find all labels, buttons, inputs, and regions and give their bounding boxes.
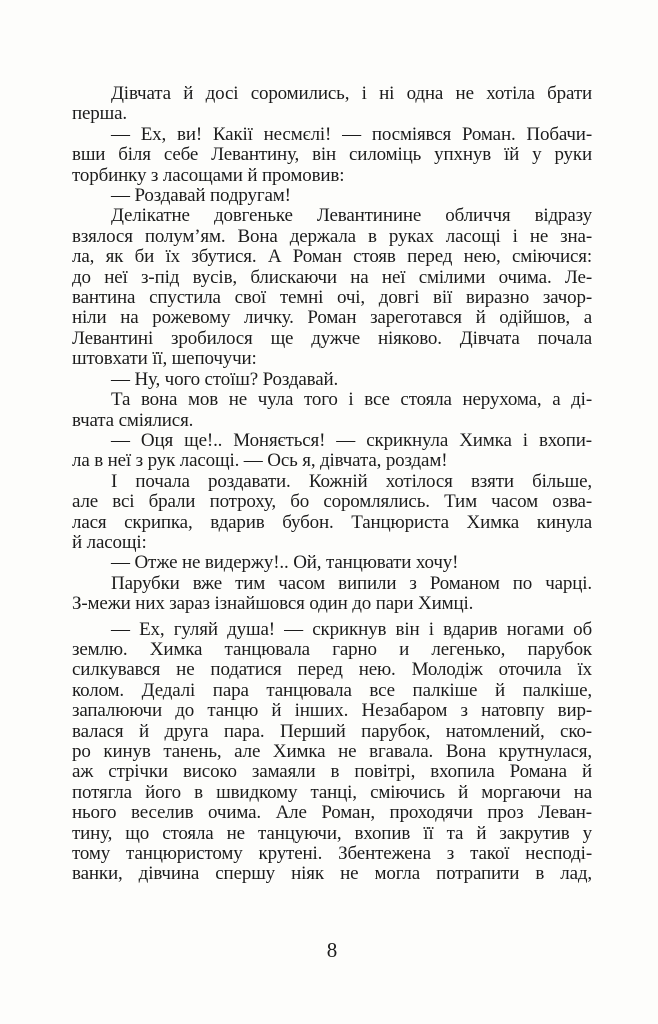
paragraph <box>72 370 592 390</box>
text-line: штовхати її, шепочучи: <box>72 348 257 370</box>
text-line: колом. Дедалі пара танцювала все палкіше й палкіше, <box>72 679 592 701</box>
text-line: землю. Химка танцювала гарно и легенько, парубок <box>72 638 592 660</box>
text-line: ла, як би їх збутися. А Роман стояв перед нею, сміючися: <box>72 246 592 268</box>
text-line: взялося полум’ям. Вона держала в руках ласощі і не зна- <box>72 225 592 247</box>
paragraph <box>72 84 592 125</box>
text-line: ніли на рожевому личку. Роман зареготався й одійшов, а <box>72 307 592 329</box>
text-line: — Ех, гуляй душа! — скрикнув він і вдарив ногами об <box>111 618 592 640</box>
text-line: вантина спустила свої темні очі, довгі вії виразно зачор- <box>72 287 592 309</box>
paragraph <box>72 206 592 369</box>
text-line: — Роздавай подругам! <box>111 185 291 207</box>
text-line: торбинку з ласощами й промовив: <box>72 164 345 186</box>
text-line: — Ну, чого стоїш? Роздавай. <box>111 368 339 390</box>
paragraph <box>72 431 592 472</box>
paragraph <box>72 574 592 615</box>
text-line: — Оця ще!.. Моняється! — скрикнула Химка і вхопи- <box>111 429 592 451</box>
text-line: валася й друга пара. Перший парубок, натомлений, ско- <box>72 720 592 742</box>
text-line: до неї з-під вусів, блискаючи на неї смілими очима. Ле- <box>72 266 592 288</box>
text-line: ла в неї з рук ласощі. — Ось я, дівчата, роздам! <box>72 450 448 472</box>
text-line: запалюючи до танцю й інших. Незабаром з натовпу вир- <box>72 700 592 722</box>
paragraph <box>72 186 592 206</box>
text-line: тому танцюристому крутені. Збентежена з такої несподі- <box>72 843 592 865</box>
paragraph <box>72 390 592 431</box>
text-line: аж стрічки високо замаяли в повітрі, вхопила Романа й <box>72 761 592 783</box>
paragraph <box>72 472 592 554</box>
text-line: перша. <box>72 103 128 125</box>
text-line: ро кинув танень, але Химка не вгавала. Вона крутнулася, <box>72 741 592 762</box>
text-line: Та вона мов не чула того і все стояла нерухома, а ді- <box>111 389 592 411</box>
text-line: З-межи них зараз ізнайшовся один до пари Химці. <box>72 593 474 615</box>
text-line: Левантині зробилося ще дужче ніяково. Дівчата почала <box>72 327 592 349</box>
text-line: тину, що стояла не танцуючи, вхопив її та й закрутив у <box>72 822 592 844</box>
paragraph <box>72 553 592 573</box>
text-line: й ласощі: <box>72 531 147 553</box>
text-line: Делікатне довгеньке Левантинине обличчя відразу <box>111 205 592 227</box>
paragraph <box>72 620 592 885</box>
text-line: Парубки вже тим часом випили з Романом по чарці. <box>111 572 592 594</box>
text-line: — Ех, ви! Какії несмєлі! — посміявся Роман. Побачи- <box>111 123 592 145</box>
text-line: силкувався не податися перед нею. Молодіж оточила їх <box>72 659 592 681</box>
paragraph <box>72 125 592 186</box>
text-line: ванки, дівчина спершу ніяк не могла потрапити в лад, <box>72 863 592 885</box>
text-line: вчата сміялися. <box>72 409 194 431</box>
text-line: І почала роздавати. Кожній хотілося взяти більше, <box>111 470 592 492</box>
text-line: потягла його в швидкому танці, сміючись й моргаючи на <box>72 781 592 803</box>
text-line: нього веселив очима. Але Роман, проходячи проз Леван- <box>72 802 592 824</box>
text-line: лася скрипка, вдарив бубон. Танцюриста Химка кинула <box>72 511 592 533</box>
text-line: але всі брали потроху, бо соромлялись. Тим часом озва- <box>72 491 592 513</box>
text-line: — Отже не видержу!.. Ой, танцювати хочу! <box>111 552 459 574</box>
page-number: 8 <box>326 938 338 962</box>
text-line: вши біля себе Левантину, він силоміць упхнув їй у руки <box>72 144 592 166</box>
body-text <box>72 84 592 885</box>
text-line: Дівчата й досі соромились, і ні одна не хотіла брати <box>111 83 592 104</box>
